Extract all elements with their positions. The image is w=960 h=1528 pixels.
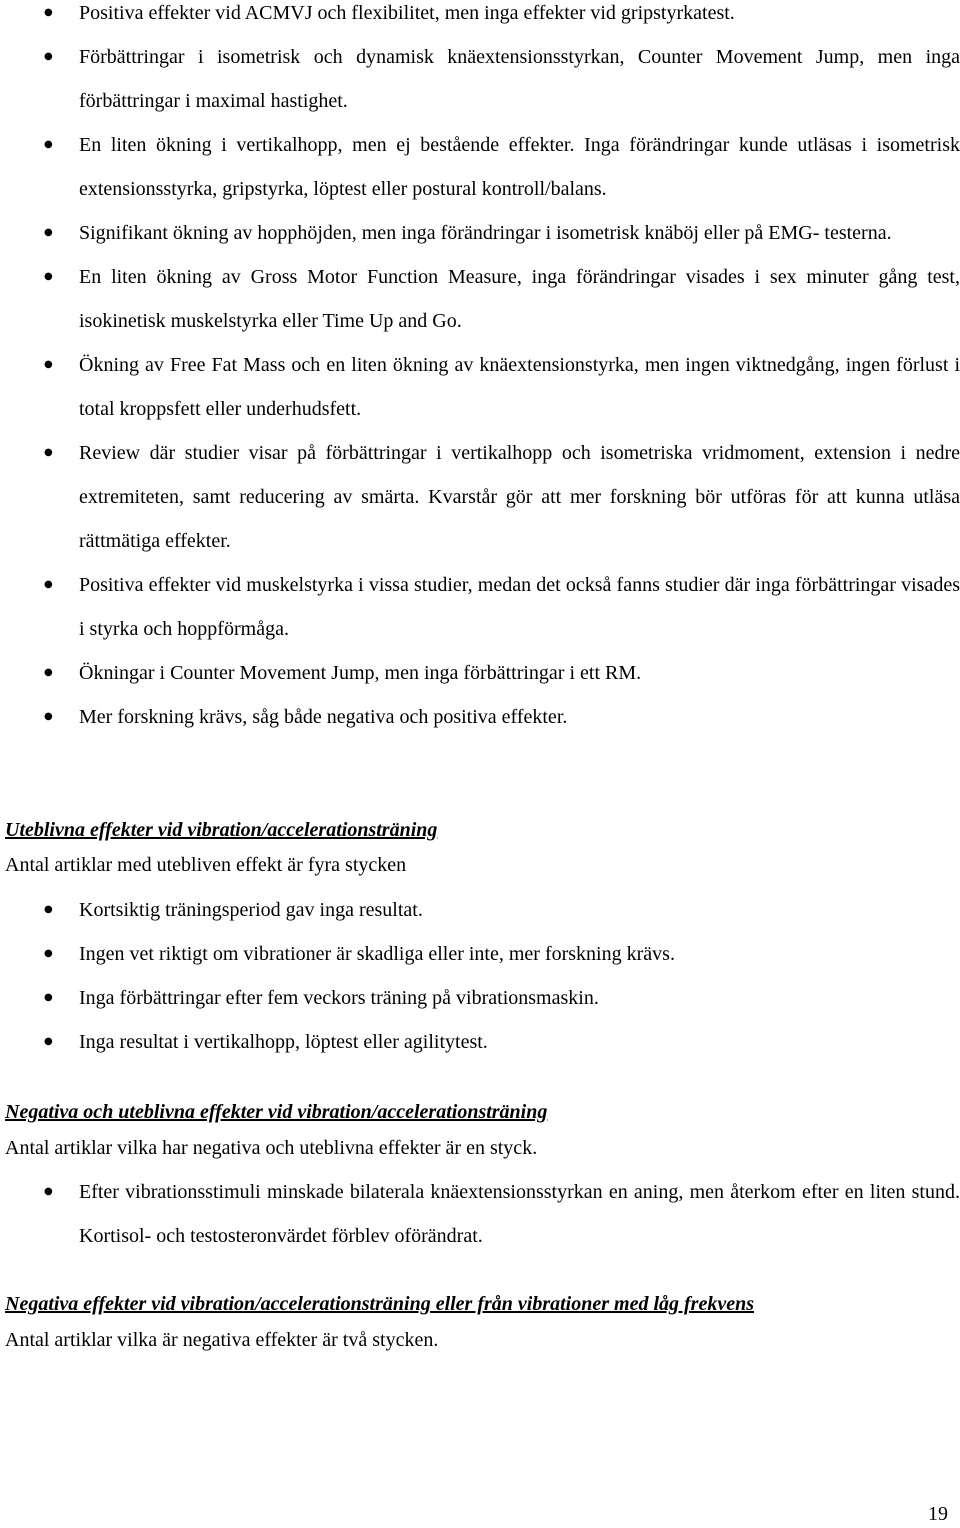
list-item-text: Ökningar i Counter Movement Jump, men inga förbättringar i ett RM. [79,662,642,684]
bullet-icon: ● [44,904,53,915]
bullet-icon: ● [44,271,53,282]
list-item-text: Review där studier visar på förbättringar i vertikalhopp och isometriska vridmoment, extension i nedre extremiteten, samt reducering av smärta. Kvarstår gör att mer forskning bör utföras för att kunna utläsa rättmätiga effekter. [79,442,960,552]
bullet-icon: ● [44,667,53,678]
bullet-icon: ● [44,948,53,959]
page-number: 19 [928,1503,948,1525]
section-heading-negativa: Negativa effekter vid vibration/accelerationsträning eller från vibrationer med låg frekvens [5,1293,754,1315]
bullet-icon: ● [44,227,53,238]
effects-bullet-list [0,0,960,739]
bullet-icon: ● [44,711,53,722]
list-item-text: Kortsiktig träningsperiod gav inga resultat. [79,899,423,921]
list-item [0,35,960,123]
list-item [0,343,960,431]
section-heading-negativa-uteblivna: Negativa och uteblivna effekter vid vibration/accelerationsträning [5,1101,548,1123]
list-item [0,123,960,211]
list-item [0,563,960,651]
list-item [0,695,960,739]
list-item-text: Förbättringar i isometrisk och dynamisk knäextensionsstyrkan, Counter Movement Jump, men inga förbättringar i maximal hastighet. [79,46,960,112]
list-item [0,431,960,563]
bullet-icon: ● [44,1186,53,1197]
list-item [0,211,960,255]
list-item-text: Inga förbättringar efter fem veckors träning på vibrationsmaskin. [79,987,599,1009]
list-item-text: Mer forskning krävs, såg både negativa och positiva effekter. [79,706,568,728]
list-item-text: Inga resultat i vertikalhopp, löptest eller agilitytest. [79,1031,488,1053]
list-item [0,0,960,35]
list-item [0,1170,960,1258]
list-item-text: Ingen vet riktigt om vibrationer är skadliga eller inte, mer forskning krävs. [79,943,675,965]
negativa-uteblivna-bullet-list [0,1170,960,1258]
list-item-text: En liten ökning av Gross Motor Function Measure, inga förändringar visades i sex minuter gång test, isokinetisk muskelstyrka eller Time Up and Go. [79,266,960,332]
bullet-icon: ● [44,51,53,62]
list-item [0,1020,960,1064]
list-item [0,888,960,932]
bullet-icon: ● [44,447,53,458]
bullet-icon: ● [44,579,53,590]
list-item [0,976,960,1020]
list-item [0,255,960,343]
list-item-text: Positiva effekter vid ACMVJ och flexibilitet, men inga effekter vid gripstyrkatest. [79,2,735,24]
list-item [0,651,960,695]
section-subtitle-negativa: Antal artiklar vilka är negativa effekter är två stycken. [5,1329,439,1351]
bullet-icon: ● [44,7,53,18]
section-heading-uteblivna: Uteblivna effekter vid vibration/accelerationsträning [5,819,438,841]
list-item-text: Signifikant ökning av hopphöjden, men inga förändringar i isometrisk knäböj eller på EMG- testerna. [79,222,892,244]
section-subtitle-negativa-uteblivna: Antal artiklar vilka har negativa och uteblivna effekter är en styck. [5,1137,538,1159]
list-item [0,932,960,976]
list-item-text: Ökning av Free Fat Mass och en liten ökning av knäextensionstyrka, men ingen viktnedgång, ingen förlust i total kroppsfett eller underhudsfett. [79,354,960,420]
list-item-text: Positiva effekter vid muskelstyrka i vissa studier, medan det också fanns studier där inga förbättringar visades i styrka och hoppförmåga. [79,574,960,640]
list-item-text: En liten ökning i vertikalhopp, men ej bestående effekter. Inga förändringar kunde utläsas i isometrisk extensionsstyrka, gripstyrka, löptest eller postural kontroll/balans. [79,134,960,200]
list-item-text: Efter vibrationsstimuli minskade bilaterala knäextensionsstyrkan en aning, men återkom efter en liten stund. Kortisol- och testosteronvärdet förblev oförändrat. [79,1181,960,1247]
uteblivna-bullet-list [0,888,960,1064]
bullet-icon: ● [44,992,53,1003]
section-subtitle-uteblivna: Antal artiklar med utebliven effekt är fyra stycken [5,854,407,876]
bullet-icon: ● [44,1036,53,1047]
bullet-icon: ● [44,359,53,370]
bullet-icon: ● [44,139,53,150]
